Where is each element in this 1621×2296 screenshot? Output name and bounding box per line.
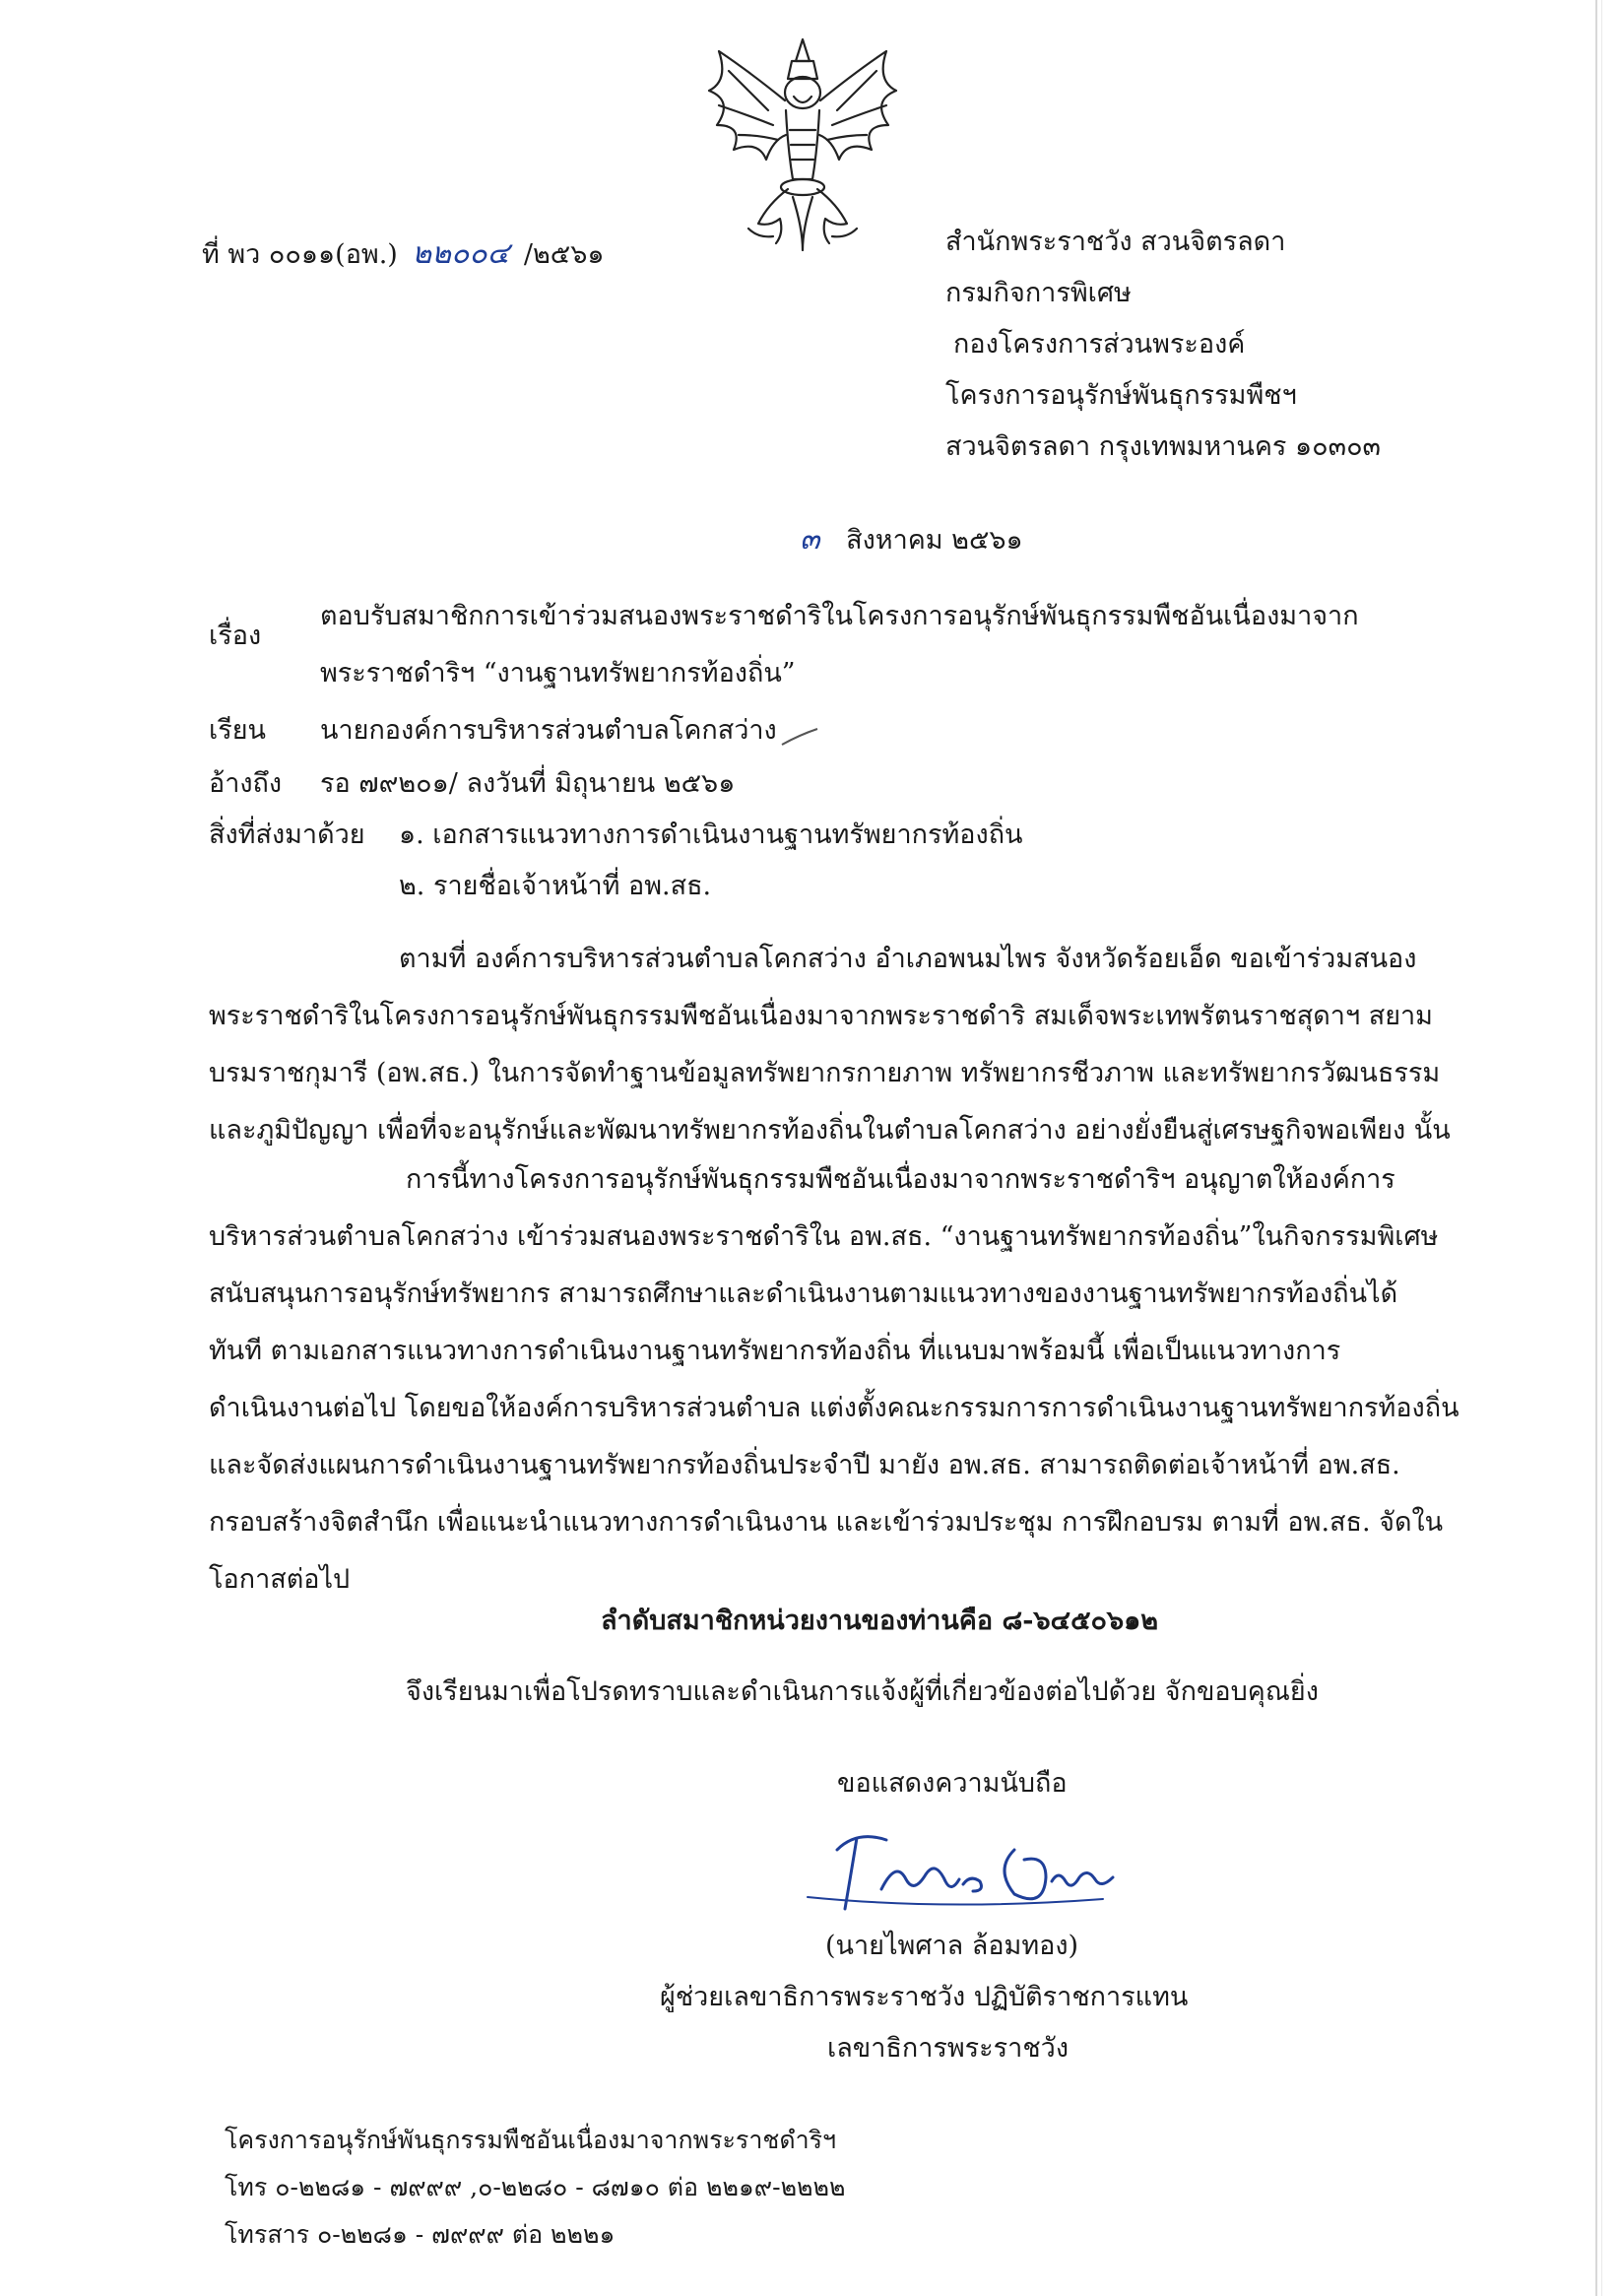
para2-line-8: โอกาสต่อไป	[209, 1564, 351, 1595]
para1-line-1: ตามที่ องค์การบริหารส่วนตำบลโคกสว่าง อำเภอพนมไพร จังหวัดร้อยเอ็ด ขอเข้าร่วมสนอง	[399, 944, 1417, 974]
reference-value: รอ ๗๙๒๐๑/ ลงวันที่ มิถุนายน ๒๕๖๑	[320, 768, 736, 799]
para2-line-6: และจัดส่งแผนการดำเนินงานฐานทรัพยากรท้องถิ่นประจำปี มายัง อพ.สธ. สามารถติดต่อเจ้าหน้าที่ อพ.สธ.	[209, 1450, 1400, 1480]
salutation: ขอแสดงความนับถือ	[837, 1768, 1068, 1799]
scan-edge-line-secondary	[1601, 0, 1602, 2296]
to-label: เรียน	[209, 715, 267, 746]
signatory-title-1: ผู้ช่วยเลขาธิการพระราชวัง ปฏิบัติราชการแทน	[660, 1982, 1189, 2012]
member-number: ลำดับสมาชิกหน่วยงานของท่านคือ ๘-๖๔๕๐๖๑๒	[601, 1606, 1159, 1636]
enclosure-label: สิ่งที่ส่งมาด้วย	[209, 820, 365, 850]
footer-fax: โทรสาร ๐-๒๒๘๑ - ๗๙๙๙ ต่อ ๒๒๒๑	[225, 2220, 616, 2249]
para2-line-5: ดำเนินงานต่อไป โดยขอให้องค์การบริหารส่วนตำบล แต่งตั้งคณะกรรมการการดำเนินงานฐานทรัพยากรท้องถิ่น	[209, 1393, 1459, 1423]
to-value: นายกองค์การบริหารส่วนตำบลโคกสว่าง	[320, 715, 777, 746]
para2-line-3: สนับสนุนการอนุรักษ์ทรัพยากร สามารถศึกษาและดำเนินงานตามแนวทางของงานฐานทรัพยากรท้องถิ่นได้	[209, 1279, 1398, 1309]
enclosure-item-2: ๒. รายชื่อเจ้าหน้าที่ อพ.สธ.	[399, 871, 712, 901]
para2-line-7: กรอบสร้างจิตสำนึก เพื่อแนะนำแนวทางการดำเนินงาน และเข้าร่วมประชุม การฝึกอบรม ตามที่ อพ.สธ. จัดใน	[209, 1507, 1444, 1538]
para2-line-1: การนี้ทางโครงการอนุรักษ์พันธุกรรมพืชอันเนื่องมาจากพระราชดำริฯ อนุญาตให้องค์การ	[406, 1164, 1395, 1195]
para1-line-2: พระราชดำริในโครงการอนุรักษ์พันธุกรรมพืชอันเนื่องมาจากพระราชดำริ สมเด็จพระเทพรัตนราชสุดาฯ สยาม	[209, 1001, 1433, 1031]
date-month-year: สิงหาคม ๒๕๖๑	[846, 525, 1023, 556]
address-line-4: โครงการอนุรักษ์พันธุกรรมพืชฯ	[945, 380, 1297, 411]
date-day-handwritten: ๓	[800, 522, 820, 557]
signatory-title-2: เลขาธิการพระราชวัง	[827, 2033, 1070, 2064]
check-mark-icon	[780, 727, 819, 751]
para1-line-4: และภูมิปัญญา เพื่อที่จะอนุรักษ์และพัฒนาทรัพยากรท้องถิ่นในตำบลโคกสว่าง อย่างยั่งยืนสู่เศรษฐกิจพอเพียง นั้น	[209, 1115, 1451, 1146]
document-reference	[202, 236, 605, 272]
subject-line-2: พระราชดำริฯ “งานฐานทรัพยากรท้องถิ่น”	[320, 658, 796, 689]
handwritten-signature-icon	[788, 1820, 1123, 1919]
address-line-5: สวนจิตรลดา กรุงเทพมหานคร ๑๐๓๐๓	[945, 431, 1382, 462]
subject-line-1: ตอบรับสมาชิกการเข้าร่วมสนองพระราชดำริในโครงการอนุรักษ์พันธุกรรมพืชอันเนื่องมาจาก	[320, 601, 1359, 631]
ref-prefix: ที่ พว ๐๐๑๑(อพ.)	[202, 239, 398, 270]
para1-line-3: บรมราชกุมารี (อพ.สธ.) ในการจัดทำฐานข้อมูลทรัพยากรกายภาพ ทรัพยากรชีวภาพ และทรัพยากรวัฒนธรรม	[209, 1058, 1441, 1088]
address-line-1: สำนักพระราชวัง สวนจิตรลดา	[945, 227, 1286, 257]
para2-line-2: บริหารส่วนตำบลโคกสว่าง เข้าร่วมสนองพระราชดำริใน อพ.สธ. “งานฐานทรัพยากรท้องถิ่น”ในกิจกรรมพิเศษ	[209, 1221, 1439, 1252]
reference-label: อ้างถึง	[209, 768, 283, 799]
footer-project: โครงการอนุรักษ์พันธุกรรมพืชอันเนื่องมาจากพระราชดำริฯ	[225, 2126, 837, 2154]
address-line-2: กรมกิจการพิเศษ	[945, 278, 1132, 308]
scan-edge-line	[1595, 0, 1597, 2296]
document-date	[800, 522, 1023, 558]
closing-request: จึงเรียนมาเพื่อโปรดทราบและดำเนินการแจ้งผู้ที่เกี่ยวข้องต่อไปด้วย จักขอบคุณยิ่ง	[406, 1676, 1319, 1707]
para2-line-4: ทันที ตามเอกสารแนวทางการดำเนินงานฐานทรัพยากรท้องถิ่น ที่แนบมาพร้อมนี้ เพื่อเป็นแนวทางการ	[209, 1336, 1341, 1366]
enclosure-item-1: ๑. เอกสารแนวทางการดำเนินงานฐานทรัพยากรท้องถิ่น	[399, 820, 1023, 850]
footer-phone: โทร ๐-๒๒๘๑ - ๗๙๙๙ ,๐-๒๒๘๐ - ๘๗๑๐ ต่อ ๒๒๑๙-๒๒๒๒	[225, 2173, 846, 2201]
signatory-name: (นายไพศาล ล้อมทอง)	[825, 1931, 1079, 1961]
ref-number-handwritten: ๒๒๐๐๔	[412, 236, 510, 271]
ref-suffix: /๒๕๖๑	[523, 239, 605, 270]
garuda-emblem-icon	[689, 32, 916, 258]
address-line-3: กองโครงการส่วนพระองค์	[953, 329, 1246, 360]
subject-label: เรื่อง	[209, 621, 262, 651]
